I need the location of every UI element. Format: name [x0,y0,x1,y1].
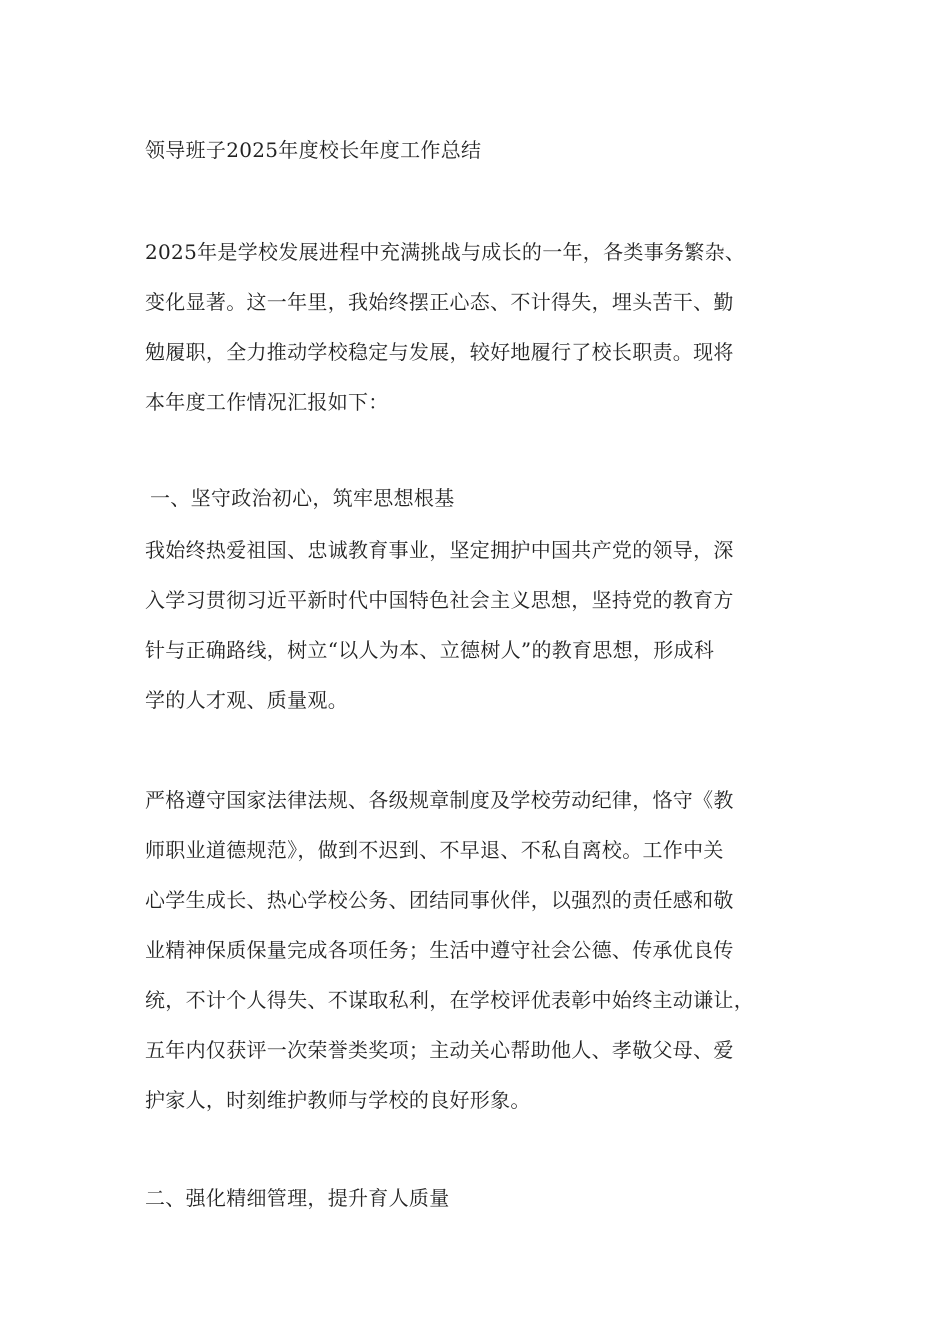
section-1-para-1-line-1: 我始终热爱祖国、忠诚教育事业，坚定拥护中国共产党的领导，深 [145,538,734,562]
document-title: 领导班子2025年度校长年度工作总结 [145,138,482,162]
section-1-para-2-line-4: 业精神保质保量完成各项任务；生活中遵守社会公德、传承优良传 [145,938,734,962]
section-1-para-2-line-1: 严格遵守国家法律法规、各级规章制度及学校劳动纪律，恪守《教 [145,788,734,812]
section-1-para-2-line-7: 护家人，时刻维护教师与学校的良好形象。 [145,1088,531,1112]
intro-line-4: 本年度工作情况汇报如下： [145,390,389,414]
section-1-heading: 一、坚守政治初心，筑牢思想根基 [150,486,455,510]
intro-line-3: 勉履职，全力推动学校稳定与发展，较好地履行了校长职责。现将 [145,340,734,364]
section-1-para-2-line-2: 师职业道德规范》，做到不迟到、不早退、不私自离校。工作中关 [145,838,724,862]
section-1-para-2-line-6: 五年内仅获评一次荣誉类奖项；主动关心帮助他人、孝敬父母、爱 [145,1038,734,1062]
section-1-para-1-line-4: 学的人才观、质量观。 [145,688,348,712]
section-1-para-2-line-5: 统，不计个人得失、不谋取私利，在学校评优表彰中始终主动谦让， [145,988,754,1012]
section-2-heading: 二、强化精细管理，提升育人质量 [145,1186,450,1210]
intro-line-2: 变化显著。这一年里，我始终摆正心态、不计得失，埋头苦干、勤 [145,290,734,314]
section-1-para-1-line-3: 针与正确路线，树立“以人为本、立德树人”的教育思想，形成科 [145,638,715,662]
section-1-para-2-line-3: 心学生成长、热心学校公务、团结同事伙伴，以强烈的责任感和敬 [145,888,734,912]
intro-line-1: 2025年是学校发展进程中充满挑战与成长的一年，各类事务繁杂、 [145,240,746,264]
section-1-para-1-line-2: 入学习贯彻习近平新时代中国特色社会主义思想，坚持党的教育方 [145,588,734,612]
